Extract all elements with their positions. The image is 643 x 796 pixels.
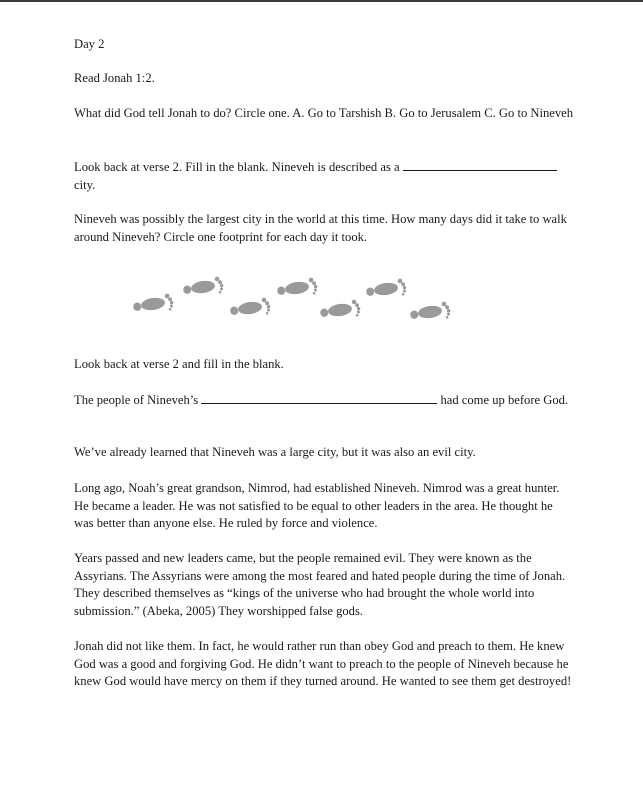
question-days-footprints: Nineveh was possibly the largest city in the world at this time. How many days did it take to walk around Nineveh? Circle one footprint for each day it took.: [74, 212, 567, 244]
question-text: Look back at verse 2. Fill in the blank. Nineveh is described as a: [74, 160, 400, 174]
footprint-icon[interactable]: [132, 293, 174, 316]
footprint-icon[interactable]: [319, 299, 361, 322]
footprint-icon[interactable]: [409, 301, 451, 324]
page-top-border: [0, 0, 643, 2]
footprint-icon[interactable]: [229, 297, 271, 320]
footprint-graphic: [132, 268, 452, 333]
paragraph-evil-city: We’ve already learned that Nineveh was a large city, but it was also an evil city.: [74, 445, 476, 459]
footprint-icon[interactable]: [365, 278, 407, 301]
question-fill-blank-city: [74, 158, 574, 194]
question-text: The people of Nineveh’s: [74, 393, 199, 407]
fill-blank-line[interactable]: [201, 391, 437, 404]
question-people-of-nineveh: [74, 391, 574, 410]
fill-blank-line[interactable]: [403, 158, 557, 171]
footprint-icon[interactable]: [276, 277, 318, 300]
reading-instruction: Read Jonah 1:2.: [74, 71, 155, 85]
instruction-fill-blank: Look back at verse 2 and fill in the blank.: [74, 357, 284, 371]
question-text-end: had come up before God.: [440, 393, 569, 407]
paragraph-nimrod: Long ago, Noah’s great grandson, Nimrod, had established Nineveh. Nimrod was a great hunter. He became a leader. He was not satisfied to be equal to other leaders in the area. He thought he was better than anyone else. He ruled by force and violence.: [74, 481, 560, 530]
paragraph-jonah: Jonah did not like them. In fact, he would rather run than obey God and preach to them. He knew God was a good and forgiving God. He didn’t want to preach to the people of Nineveh because he knew God would have mercy on them if they turned around. He wanted to see them get destroyed!: [74, 639, 572, 688]
paragraph-assyrians: Years passed and new leaders came, but the people remained evil. They were known as the Assyrians. The Assyrians were among the most feared and hated people during the time of Jonah. They described themselves as “kings of the universe who had brought the whole world into submission.” (Abeka, 2005) They worshipped false gods.: [74, 551, 566, 618]
day-heading: Day 2: [74, 37, 105, 51]
footprint-row: [132, 268, 452, 333]
question-circle-one: What did God tell Jonah to do? Circle one. A. Go to Tarshish B. Go to Jerusalem C. Go to Nineveh: [74, 106, 574, 120]
question-text-end: city.: [74, 177, 96, 192]
footprint-icon[interactable]: [182, 276, 224, 299]
